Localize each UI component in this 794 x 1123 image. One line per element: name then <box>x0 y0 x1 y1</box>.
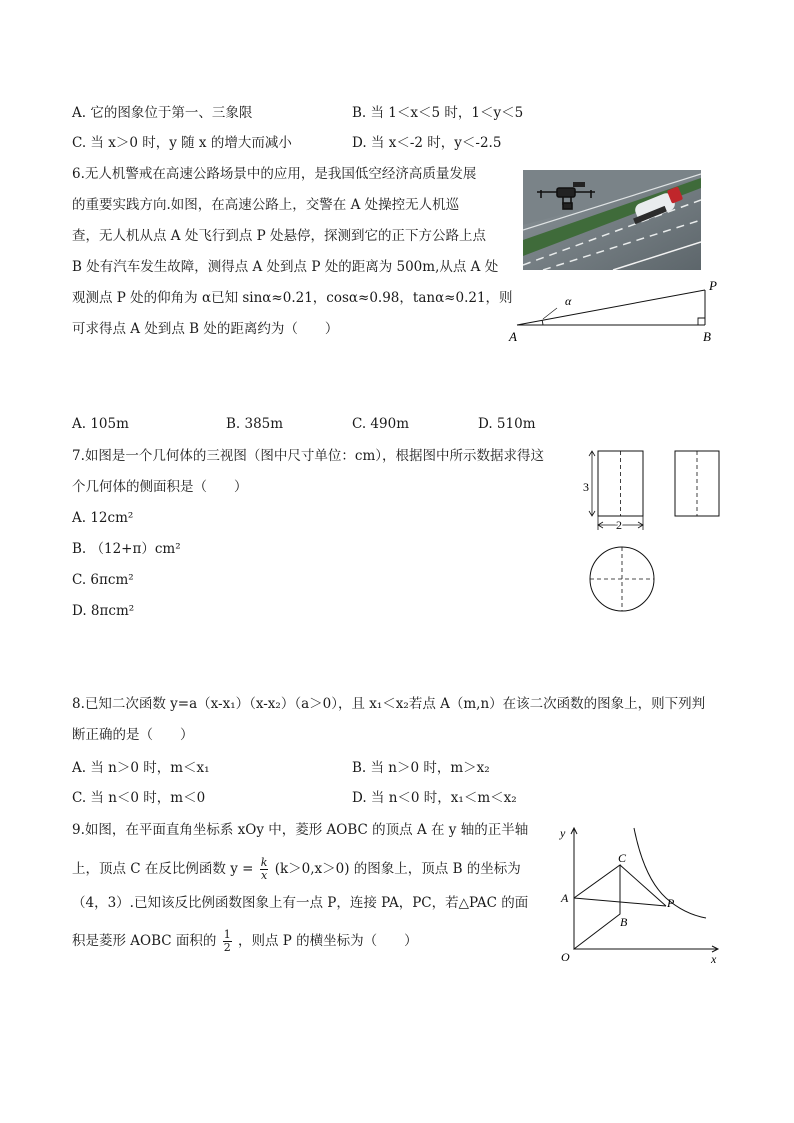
q8-option-a: A. 当 n＞0 时，m＜x₁ <box>72 760 210 776</box>
fraction-one-half: $\frac{1}{2}$ <box>223 928 231 954</box>
q6-line-6: 可求得点 A 处到点 B 处的距离约为（ ） <box>72 321 339 337</box>
q6-line-3: 查，无人机从点 A 处飞行到点 P 处悬停，探测到它的正下方公路上点 <box>72 228 486 244</box>
alpha-pointer <box>543 308 557 319</box>
q6-option-b: B. 385m <box>226 416 284 432</box>
segment-pc <box>620 865 666 906</box>
q7-option-a: A. 12cm² <box>72 510 134 526</box>
q8-option-c: C. 当 n＜0 时，m＜0 <box>72 790 206 806</box>
q7-option-d: D. 8πcm² <box>72 603 135 619</box>
label-b: B <box>620 915 628 929</box>
label-y: y <box>560 826 566 840</box>
label-alpha: α <box>565 294 572 308</box>
width-label: 2 <box>616 518 622 532</box>
q8-option-d: D. 当 n＜0 时，x₁＜m＜x₂ <box>352 790 517 806</box>
label-x: x <box>711 952 717 966</box>
alpha-arc <box>542 320 543 325</box>
q9-line-3: （4，3）.已知该反比例函数图象上有一点 P，连接 PA，PC，若△PAC 的面 <box>72 895 529 911</box>
q7-option-b: B. （12+π）cm² <box>72 541 181 557</box>
q9-line-2: 上，顶点 C 在反比例函数 y = $\frac{k}{x}$ (k＞0,x＞0) 的图象上，顶点 B 的坐标为 <box>72 856 521 882</box>
label-p: P <box>709 278 717 293</box>
q7-option-c: C. 6πcm² <box>72 572 134 588</box>
q9-coordinate-figure <box>556 818 726 966</box>
rhombus-aobc <box>574 865 620 949</box>
q6-line-2: 的重要实践方向.如图，在高速公路上，交警在 A 处操控无人机巡 <box>72 197 460 213</box>
q5-option-d: D. 当 x＜-2 时，y＜-2.5 <box>352 135 502 151</box>
q8-line-2: 断正确的是（ ） <box>72 727 194 743</box>
label-p: P <box>667 896 675 910</box>
q8-option-b: B. 当 n＞0 时，m＞x₂ <box>352 760 490 776</box>
q7-line-1: 7.如图是一个几何体的三视图（图中尺寸单位：cm），根据图中所示数据求得这 <box>72 448 544 464</box>
q6-line-1: 6.无人机警戒在高速公路场景中的应用，是我国低空经济高质量发展 <box>72 166 477 182</box>
q6-triangle-figure <box>505 278 725 348</box>
drone-highway-photo <box>523 170 701 270</box>
q8-line-1: 8.已知二次函数 y=a（x-x₁）（x-x₂）（a＞0），且 x₁＜x₂若点 A（m,n）在该二次函数的图象上，则下列判 <box>72 696 706 712</box>
label-a: A <box>509 329 517 344</box>
q5-option-c: C. 当 x＞0 时，y 随 x 的增大而减小 <box>72 135 292 151</box>
right-angle-mark <box>698 318 705 325</box>
segment-ap <box>517 290 705 325</box>
label-b: B <box>703 329 711 344</box>
q6-option-a: A. 105m <box>72 416 129 432</box>
q6-line-5: 观测点 P 处的仰角为 α已知 sinα≈0.21，cosα≈0.98，tanα≈0.21，则 <box>72 290 513 306</box>
height-label: 3 <box>583 480 589 494</box>
fraction-k-over-x: $\frac{k}{x}$ <box>260 856 268 882</box>
q5-option-b: B. 当 1＜x＜5 时，1＜y＜5 <box>352 105 524 121</box>
q9-line-4: 积是菱形 AOBC 面积的 $\frac{1}{2}$ ，则点 P 的横坐标为（ ） <box>72 928 418 954</box>
q6-line-4: B 处有汽车发生故障，测得点 A 处到点 P 处的距离为 500m,从点 A 处 <box>72 259 499 275</box>
label-a: A <box>561 891 569 905</box>
q5-option-a: A. 它的图象位于第一、三象限 <box>72 105 253 121</box>
label-o: O <box>561 950 570 964</box>
q6-option-d: D. 510m <box>478 416 536 432</box>
q7-three-views-figure <box>580 445 725 617</box>
q9-line-1: 9.如图，在平面直角坐标系 xOy 中，菱形 AOBC 的顶点 A 在 y 轴的正半轴 <box>72 822 529 838</box>
q6-option-c: C. 490m <box>352 416 409 432</box>
label-c: C <box>618 851 627 865</box>
q7-line-2: 个几何体的侧面积是（ ） <box>72 479 248 495</box>
